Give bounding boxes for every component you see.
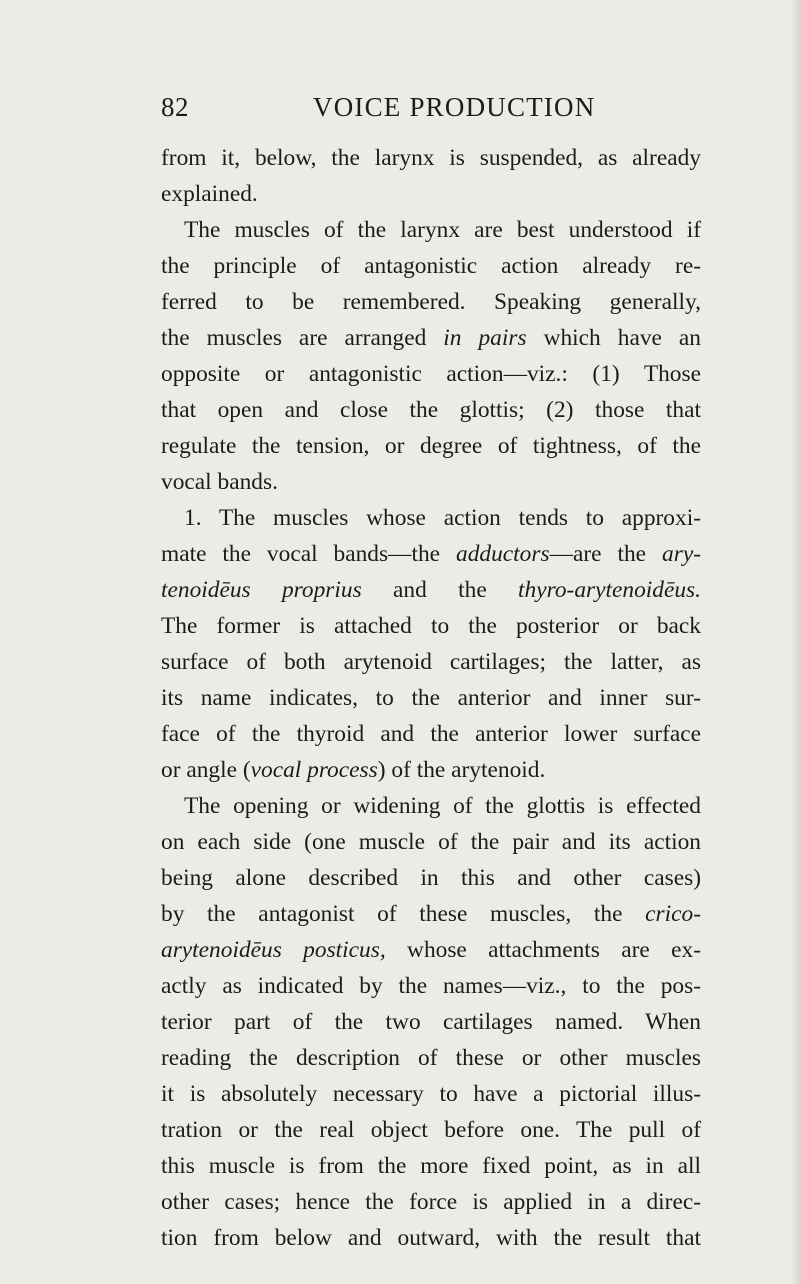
text-segment: whose attachments are ex- <box>385 937 701 963</box>
body-text <box>161 140 701 1256</box>
italic-term: ary- <box>662 541 701 567</box>
text-line: regulate the tension, or degree of tightness, of the <box>161 433 701 459</box>
text-segment: the muscles are arranged <box>161 325 444 351</box>
text-line: vocal bands. <box>161 469 278 495</box>
text-segment: which have an <box>526 325 701 351</box>
text-line: The muscles of the larynx are best understood if <box>184 217 701 243</box>
text-line: surface of both arytenoid cartilages; the latter, as <box>161 649 701 675</box>
text-line <box>161 752 701 788</box>
text-line <box>161 320 701 356</box>
page-number: 82 <box>161 92 189 122</box>
text-line: explained. <box>161 181 258 207</box>
italic-term: arytenoidēus posticus, <box>161 937 386 963</box>
running-head: VOICE PRODUCTION <box>313 92 596 122</box>
text-line <box>161 896 701 932</box>
text-line: from it, below, the larynx is suspended, as already <box>161 145 701 171</box>
italic-term: crico- <box>645 901 701 927</box>
text-line: other cases; hence the force is applied in a direc- <box>161 1189 701 1215</box>
text-line: The former is attached to the posterior or back <box>161 613 701 639</box>
text-line: reading the description of these or other muscles <box>161 1045 701 1071</box>
text-segment: and the <box>361 577 519 603</box>
text-line: on each side (one muscle of the pair and its action <box>161 829 701 855</box>
text-segment: —are the <box>549 541 663 567</box>
text-segment: or angle ( <box>161 757 251 783</box>
text-line: the principle of antagonistic action already re- <box>161 253 701 279</box>
italic-term: tenoidēus proprius <box>161 577 362 603</box>
text-line: ferred to be remembered. Speaking generally, <box>161 289 701 315</box>
text-line: opposite or antagonistic action—viz.: (1) Those <box>161 361 701 387</box>
italic-term: thyro-arytenoidēus. <box>518 577 701 603</box>
text-line: this muscle is from the more fixed point, as in all <box>161 1153 701 1179</box>
italic-term: vocal process <box>250 757 378 783</box>
text-line: 1. The muscles whose action tends to approxi- <box>184 505 701 531</box>
text-line: tion from below and outward, with the result that <box>161 1225 701 1251</box>
text-line: tration or the real object before one. The pull of <box>161 1117 701 1143</box>
page-header <box>161 92 681 132</box>
text-line: terior part of the two cartilages named. When <box>161 1009 701 1035</box>
italic-term: adductors <box>456 541 550 567</box>
text-line: it is absolutely necessary to have a pictorial illus- <box>161 1081 701 1107</box>
text-line <box>161 572 701 608</box>
text-line: face of the thyroid and the anterior lower surface <box>161 721 701 747</box>
text-line: being alone described in this and other cases) <box>161 865 701 891</box>
text-segment: mate the vocal bands—the <box>161 541 457 567</box>
text-line <box>161 536 701 572</box>
text-segment: by the antagonist of these muscles, the <box>161 901 646 927</box>
text-line: The opening or widening of the glottis is effected <box>184 793 701 819</box>
text-segment: ) of the arytenoid. <box>377 757 546 783</box>
text-line: its name indicates, to the anterior and inner sur- <box>161 685 701 711</box>
text-line: that open and close the glottis; (2) those that <box>161 397 701 423</box>
page-edge-shadow <box>791 0 801 1284</box>
text-line: actly as indicated by the names—viz., to the pos- <box>161 973 701 999</box>
italic-term: in pairs <box>443 325 527 351</box>
text-line <box>161 932 701 968</box>
